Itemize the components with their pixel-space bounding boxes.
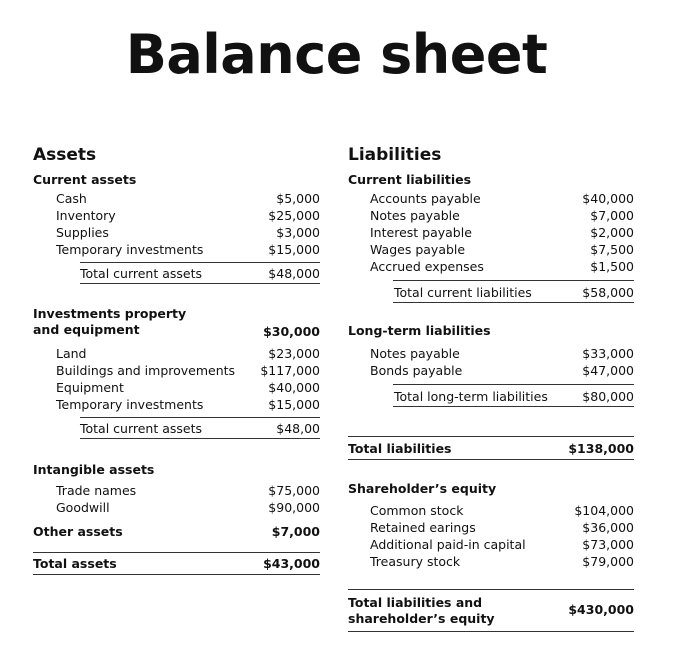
- line-item-value: $2,000: [590, 225, 634, 240]
- other-assets-value: $7,000: [271, 524, 320, 539]
- line-item-label: Additional paid-in capital: [370, 537, 526, 552]
- total-assets-label: Total assets: [33, 556, 117, 571]
- subtotal-value: $48,00: [276, 421, 320, 436]
- line-item-value: $7,500: [590, 242, 634, 257]
- line-item-label: Trade names: [56, 483, 137, 498]
- divider: [80, 417, 320, 418]
- line-item-label: Land: [56, 346, 87, 361]
- line-item-label: Equipment: [56, 380, 124, 395]
- subtotal-label: Total current assets: [80, 421, 203, 436]
- line-item-label: Cash: [56, 191, 87, 206]
- line-item-label: Temporary investments: [56, 397, 204, 412]
- line-item-value: $104,000: [574, 503, 634, 518]
- long-term-liabilities-heading: Long-term liabilities: [348, 323, 491, 338]
- divider: [393, 406, 634, 407]
- subtotal-value: $58,000: [582, 285, 634, 300]
- page-title: Balance sheet: [125, 23, 548, 86]
- current-assets-heading: Current assets: [33, 172, 137, 187]
- line-item-label: Treasury stock: [370, 554, 461, 569]
- line-item-value: $3,000: [276, 225, 320, 240]
- total-assets-value: $43,000: [263, 556, 320, 571]
- line-item-label: Notes payable: [370, 208, 460, 223]
- line-item-value: $33,000: [582, 346, 634, 361]
- line-item-label: Notes payable: [370, 346, 460, 361]
- grand-total-value: $430,000: [568, 602, 634, 617]
- subtotal-label: Total long-term liabilities: [394, 389, 548, 404]
- line-item-label: Supplies: [56, 225, 109, 240]
- divider: [348, 436, 634, 437]
- line-item-value: $25,000: [268, 208, 320, 223]
- line-item-value: $36,000: [582, 520, 634, 535]
- shareholders-equity-heading: Shareholder’s equity: [348, 481, 497, 496]
- subtotal-label: Total current assets: [80, 266, 203, 281]
- assets-heading: Assets: [33, 145, 97, 165]
- current-liabilities-heading: Current liabilities: [348, 172, 472, 187]
- divider: [348, 631, 634, 632]
- line-item-value: $15,000: [268, 397, 320, 412]
- line-item-value: $7,000: [590, 208, 634, 223]
- liabilities-heading: Liabilities: [348, 145, 442, 165]
- line-item-value: $90,000: [268, 500, 320, 515]
- line-item-label: Bonds payable: [370, 363, 463, 378]
- investments-heading-value: $30,000: [263, 324, 320, 339]
- line-item-value: $23,000: [268, 346, 320, 361]
- divider: [80, 262, 320, 263]
- divider: [80, 283, 320, 284]
- line-item-label: Temporary investments: [56, 242, 204, 257]
- total-liabilities-label: Total liabilities: [348, 441, 452, 456]
- line-item-value: $47,000: [582, 363, 634, 378]
- divider: [393, 302, 634, 303]
- divider: [348, 589, 634, 590]
- divider: [33, 552, 320, 553]
- subtotal-value: $48,000: [268, 266, 320, 281]
- other-assets-label: Other assets: [33, 524, 123, 539]
- divider: [80, 438, 320, 439]
- subtotal-value: $80,000: [582, 389, 634, 404]
- total-liabilities-value: $138,000: [568, 441, 634, 456]
- divider: [393, 280, 634, 281]
- line-item-value: $75,000: [268, 483, 320, 498]
- line-item-value: $73,000: [582, 537, 634, 552]
- line-item-label: Interest payable: [370, 225, 472, 240]
- line-item-value: $15,000: [268, 242, 320, 257]
- line-item-value: $5,000: [276, 191, 320, 206]
- line-item-label: Goodwill: [56, 500, 110, 515]
- line-item-label: Inventory: [56, 208, 116, 223]
- line-item-value: $79,000: [582, 554, 634, 569]
- line-item-value: $40,000: [268, 380, 320, 395]
- line-item-label: Common stock: [370, 503, 464, 518]
- line-item-label: Retained earings: [370, 520, 476, 535]
- subtotal-label: Total current liabilities: [394, 285, 532, 300]
- line-item-value: $1,500: [590, 259, 634, 274]
- line-item-value: $117,000: [260, 363, 320, 378]
- divider: [33, 574, 320, 575]
- grand-total-label: Total liabilities and: [348, 595, 483, 610]
- divider: [348, 459, 634, 460]
- line-item-label: Wages payable: [370, 242, 466, 257]
- intangible-assets-heading: Intangible assets: [33, 462, 155, 477]
- investments-heading: Investments property: [33, 306, 187, 321]
- line-item-value: $40,000: [582, 191, 634, 206]
- grand-total-label-line2: shareholder’s equity: [348, 611, 495, 626]
- line-item-label: Buildings and improvements: [56, 363, 236, 378]
- line-item-label: Accounts payable: [370, 191, 481, 206]
- investments-heading-line2: and equipment: [33, 322, 140, 337]
- line-item-label: Accrued expenses: [370, 259, 484, 274]
- divider: [393, 384, 634, 385]
